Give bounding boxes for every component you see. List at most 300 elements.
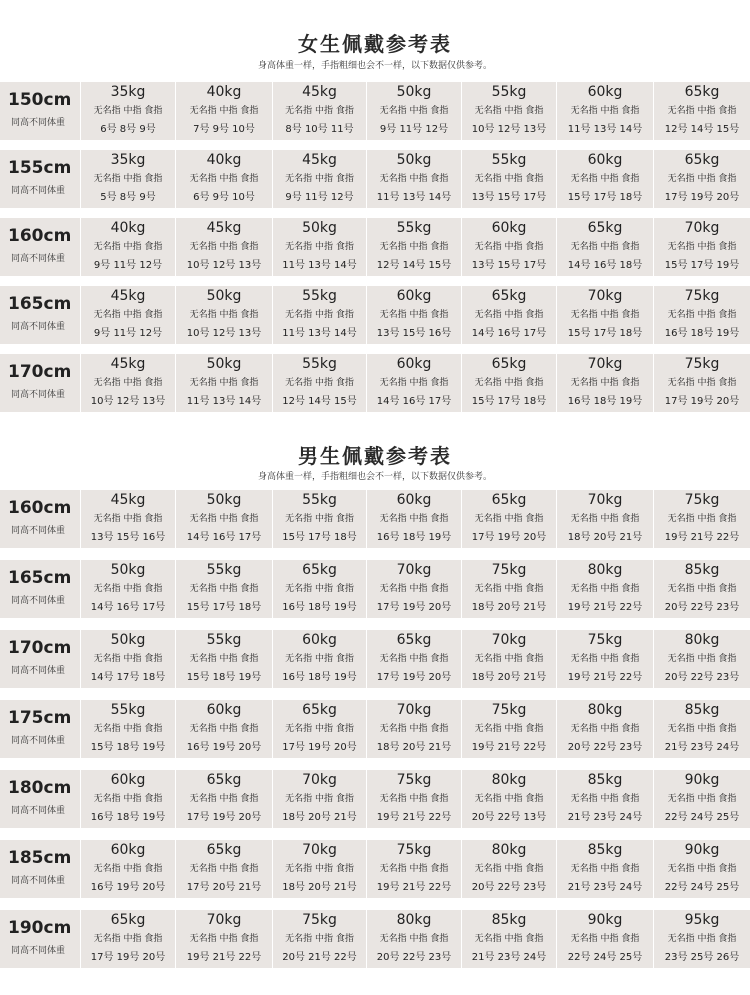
finger-labels: 无名指 中指 食指 bbox=[474, 378, 544, 388]
weight-label: 55kg bbox=[491, 84, 527, 100]
weight-label: 50kg bbox=[396, 84, 432, 100]
finger-labels: 无名指 中指 食指 bbox=[570, 864, 640, 874]
weight-label: 45kg bbox=[302, 152, 337, 168]
finger-labels: 无名指 中指 食指 bbox=[189, 378, 259, 388]
ring-sizes: 17号 20号 21号 bbox=[186, 882, 262, 893]
weight-label: 70kg bbox=[396, 562, 432, 578]
weight-label: 50kg bbox=[110, 632, 146, 648]
finger-labels: 无名指 中指 食指 bbox=[379, 864, 449, 874]
finger-labels: 无名指 中指 食指 bbox=[285, 378, 354, 388]
size-cell bbox=[556, 286, 653, 344]
finger-labels: 无名指 中指 食指 bbox=[189, 106, 259, 116]
size-row bbox=[0, 490, 750, 548]
weight-label: 50kg bbox=[206, 492, 242, 508]
size-cell bbox=[366, 840, 461, 898]
height-label: 175cm bbox=[8, 708, 72, 728]
ring-sizes: 18号 20号 21号 bbox=[376, 742, 452, 753]
finger-labels: 无名指 中指 食指 bbox=[667, 584, 737, 594]
size-cell bbox=[556, 82, 653, 140]
size-cell bbox=[175, 630, 272, 688]
weight-label: 55kg bbox=[206, 562, 242, 578]
size-cell bbox=[461, 286, 556, 344]
weight-label: 65kg bbox=[684, 84, 720, 100]
men-table-subtitle: 身高体重一样，手指粗细也会不一样，以下数据仅供参考。 bbox=[257, 472, 492, 482]
height-header bbox=[0, 840, 78, 898]
size-row bbox=[0, 218, 750, 276]
ring-sizes: 9号 11号 12号 bbox=[93, 260, 163, 271]
height-note: 同高不同体重 bbox=[11, 666, 66, 676]
ring-sizes: 9号 11号 12号 bbox=[285, 192, 354, 203]
size-cell bbox=[175, 700, 272, 758]
finger-labels: 无名指 中指 食指 bbox=[667, 934, 737, 944]
finger-labels: 无名指 中指 食指 bbox=[379, 514, 449, 524]
finger-labels: 无名指 中指 食指 bbox=[93, 584, 163, 594]
size-row bbox=[0, 910, 750, 968]
weight-label: 70kg bbox=[587, 492, 623, 508]
finger-labels: 无名指 中指 食指 bbox=[285, 310, 354, 320]
weight-label: 55kg bbox=[302, 492, 337, 508]
ring-sizes: 14号 16号 17号 bbox=[376, 396, 452, 407]
size-cell bbox=[653, 354, 750, 412]
height-header bbox=[0, 700, 78, 758]
ring-sizes: 13号 15号 16号 bbox=[90, 532, 166, 543]
finger-labels: 无名指 中指 食指 bbox=[570, 724, 640, 734]
size-cell bbox=[461, 700, 556, 758]
size-cell bbox=[80, 910, 175, 968]
finger-labels: 无名指 中指 食指 bbox=[474, 934, 544, 944]
finger-labels: 无名指 中指 食指 bbox=[474, 242, 544, 252]
size-cell bbox=[461, 150, 556, 208]
weight-label: 40kg bbox=[110, 220, 146, 236]
finger-labels: 无名指 中指 食指 bbox=[189, 174, 259, 184]
ring-sizes: 20号 22号 13号 bbox=[471, 812, 547, 823]
weight-label: 65kg bbox=[302, 702, 337, 718]
size-cell bbox=[653, 150, 750, 208]
ring-sizes: 17号 19号 20号 bbox=[664, 192, 740, 203]
weight-label: 70kg bbox=[587, 356, 623, 372]
finger-labels: 无名指 中指 食指 bbox=[667, 378, 737, 388]
finger-labels: 无名指 中指 食指 bbox=[570, 242, 640, 252]
size-cell bbox=[461, 490, 556, 548]
height-header bbox=[0, 218, 78, 276]
men-table-title: 男生佩戴参考表 bbox=[298, 444, 452, 468]
size-cell bbox=[556, 150, 653, 208]
finger-labels: 无名指 中指 食指 bbox=[93, 174, 163, 184]
height-note: 同高不同体重 bbox=[11, 806, 66, 816]
size-cell bbox=[556, 840, 653, 898]
ring-sizes: 16号 18号 19号 bbox=[664, 328, 740, 339]
ring-sizes: 15号 17号 18号 bbox=[282, 532, 357, 543]
size-row bbox=[0, 560, 750, 618]
size-cell bbox=[653, 560, 750, 618]
finger-labels: 无名指 中指 食指 bbox=[189, 654, 259, 664]
finger-labels: 无名指 中指 食指 bbox=[93, 378, 163, 388]
size-cell bbox=[556, 218, 653, 276]
weight-label: 75kg bbox=[491, 562, 527, 578]
size-cell bbox=[80, 286, 175, 344]
ring-sizes: 12号 14号 15号 bbox=[664, 124, 740, 135]
ring-sizes: 10号 12号 13号 bbox=[90, 396, 166, 407]
weight-label: 50kg bbox=[302, 220, 337, 236]
weight-label: 60kg bbox=[206, 702, 242, 718]
size-cell bbox=[366, 770, 461, 828]
weight-label: 65kg bbox=[302, 562, 337, 578]
height-note: 同高不同体重 bbox=[11, 322, 66, 332]
size-cell bbox=[461, 770, 556, 828]
weight-label: 75kg bbox=[396, 842, 432, 858]
finger-labels: 无名指 中指 食指 bbox=[379, 106, 449, 116]
height-note: 同高不同体重 bbox=[11, 186, 66, 196]
finger-labels: 无名指 中指 食指 bbox=[379, 584, 449, 594]
weight-label: 85kg bbox=[684, 702, 720, 718]
weight-label: 65kg bbox=[110, 912, 146, 928]
ring-sizes: 14号 16号 18号 bbox=[567, 260, 643, 271]
size-cell bbox=[556, 560, 653, 618]
finger-labels: 无名指 中指 食指 bbox=[570, 174, 640, 184]
weight-label: 40kg bbox=[206, 84, 242, 100]
ring-sizes: 20号 22号 23号 bbox=[567, 742, 643, 753]
size-cell bbox=[175, 150, 272, 208]
ring-sizes: 18号 20号 21号 bbox=[471, 602, 547, 613]
size-row bbox=[0, 770, 750, 828]
ring-sizes: 22号 24号 25号 bbox=[664, 882, 740, 893]
ring-sizes: 19号 21号 22号 bbox=[186, 952, 262, 963]
finger-labels: 无名指 中指 食指 bbox=[93, 724, 163, 734]
women-table-title: 女生佩戴参考表 bbox=[298, 32, 452, 56]
height-note: 同高不同体重 bbox=[11, 876, 66, 886]
height-note: 同高不同体重 bbox=[11, 946, 66, 956]
finger-labels: 无名指 中指 食指 bbox=[379, 310, 449, 320]
ring-sizes: 17号 19号 20号 bbox=[376, 602, 452, 613]
size-cell bbox=[80, 770, 175, 828]
weight-label: 65kg bbox=[587, 220, 623, 236]
finger-labels: 无名指 中指 食指 bbox=[285, 106, 354, 116]
weight-label: 75kg bbox=[684, 492, 720, 508]
weight-label: 70kg bbox=[491, 632, 527, 648]
size-cell bbox=[556, 700, 653, 758]
height-note: 同高不同体重 bbox=[11, 526, 66, 536]
weight-label: 45kg bbox=[110, 356, 146, 372]
ring-sizes: 6号 9号 10号 bbox=[193, 192, 255, 203]
weight-label: 75kg bbox=[396, 772, 432, 788]
weight-label: 45kg bbox=[206, 220, 242, 236]
weight-label: 55kg bbox=[396, 220, 432, 236]
weight-label: 75kg bbox=[684, 288, 720, 304]
ring-sizes: 10号 12号 13号 bbox=[471, 124, 547, 135]
size-row bbox=[0, 286, 750, 344]
finger-labels: 无名指 中指 食指 bbox=[667, 310, 737, 320]
finger-labels: 无名指 中指 食指 bbox=[379, 934, 449, 944]
finger-labels: 无名指 中指 食指 bbox=[285, 794, 354, 804]
finger-labels: 无名指 中指 食指 bbox=[570, 934, 640, 944]
weight-label: 60kg bbox=[396, 288, 432, 304]
ring-sizes: 17号 19号 20号 bbox=[471, 532, 547, 543]
size-cell bbox=[653, 218, 750, 276]
finger-labels: 无名指 中指 食指 bbox=[285, 174, 354, 184]
finger-labels: 无名指 中指 食指 bbox=[189, 514, 259, 524]
weight-label: 50kg bbox=[110, 562, 146, 578]
finger-labels: 无名指 中指 食指 bbox=[285, 514, 354, 524]
height-header bbox=[0, 630, 78, 688]
finger-labels: 无名指 中指 食指 bbox=[474, 654, 544, 664]
height-note: 同高不同体重 bbox=[11, 254, 66, 264]
height-header bbox=[0, 150, 78, 208]
ring-sizes: 10号 12号 13号 bbox=[186, 328, 262, 339]
weight-label: 75kg bbox=[587, 632, 623, 648]
ring-sizes: 14号 16号 17号 bbox=[90, 602, 166, 613]
size-cell bbox=[80, 218, 175, 276]
height-note: 同高不同体重 bbox=[11, 118, 66, 128]
size-cell bbox=[653, 770, 750, 828]
weight-label: 95kg bbox=[684, 912, 720, 928]
ring-sizes: 17号 19号 20号 bbox=[282, 742, 357, 753]
ring-sizes: 19号 21号 22号 bbox=[376, 882, 452, 893]
size-cell bbox=[653, 910, 750, 968]
ring-sizes: 15号 18号 19号 bbox=[90, 742, 166, 753]
height-label: 165cm bbox=[8, 568, 72, 588]
ring-sizes: 19号 21号 22号 bbox=[664, 532, 740, 543]
finger-labels: 无名指 中指 食指 bbox=[379, 794, 449, 804]
ring-sizes: 21号 23号 24号 bbox=[471, 952, 547, 963]
finger-labels: 无名指 中指 食指 bbox=[189, 242, 259, 252]
size-cell bbox=[461, 630, 556, 688]
finger-labels: 无名指 中指 食指 bbox=[93, 654, 163, 664]
height-label: 185cm bbox=[8, 848, 72, 868]
ring-sizes: 12号 14号 15号 bbox=[376, 260, 452, 271]
size-cell bbox=[653, 630, 750, 688]
weight-label: 75kg bbox=[302, 912, 337, 928]
ring-sizes: 16号 18号 19号 bbox=[567, 396, 643, 407]
ring-sizes: 20号 22号 23号 bbox=[376, 952, 452, 963]
weight-label: 55kg bbox=[206, 632, 242, 648]
weight-label: 90kg bbox=[587, 912, 623, 928]
ring-sizes: 15号 17号 18号 bbox=[471, 396, 547, 407]
size-cell bbox=[556, 770, 653, 828]
height-header bbox=[0, 354, 78, 412]
height-header bbox=[0, 770, 78, 828]
height-label: 180cm bbox=[8, 778, 72, 798]
size-cell bbox=[556, 490, 653, 548]
ring-sizes: 21号 23号 24号 bbox=[664, 742, 740, 753]
height-label: 170cm bbox=[8, 362, 72, 382]
height-header bbox=[0, 560, 78, 618]
ring-sizes: 18号 20号 21号 bbox=[282, 812, 357, 823]
ring-sizes: 15号 17号 19号 bbox=[664, 260, 740, 271]
weight-label: 55kg bbox=[302, 356, 337, 372]
ring-sizes: 19号 21号 22号 bbox=[471, 742, 547, 753]
size-cell bbox=[272, 840, 366, 898]
weight-label: 80kg bbox=[491, 772, 527, 788]
finger-labels: 无名指 中指 食指 bbox=[379, 378, 449, 388]
size-cell bbox=[80, 630, 175, 688]
ring-sizes: 5号 8号 9号 bbox=[100, 192, 156, 203]
weight-label: 65kg bbox=[491, 492, 527, 508]
finger-labels: 无名指 中指 食指 bbox=[667, 106, 737, 116]
ring-sizes: 23号 25号 26号 bbox=[664, 952, 740, 963]
ring-sizes: 20号 22号 23号 bbox=[471, 882, 547, 893]
finger-labels: 无名指 中指 食指 bbox=[189, 794, 259, 804]
size-cell bbox=[366, 700, 461, 758]
finger-labels: 无名指 中指 食指 bbox=[667, 242, 737, 252]
height-label: 155cm bbox=[8, 158, 72, 178]
ring-sizes: 15号 17号 18号 bbox=[567, 328, 643, 339]
size-row bbox=[0, 700, 750, 758]
size-cell bbox=[272, 286, 366, 344]
finger-labels: 无名指 中指 食指 bbox=[667, 514, 737, 524]
size-cell bbox=[272, 490, 366, 548]
finger-labels: 无名指 中指 食指 bbox=[93, 310, 163, 320]
ring-sizes: 6号 8号 9号 bbox=[100, 124, 156, 135]
ring-sizes: 9号 11号 12号 bbox=[379, 124, 449, 135]
height-header bbox=[0, 82, 78, 140]
height-label: 170cm bbox=[8, 638, 72, 658]
ring-sizes: 11号 13号 14号 bbox=[282, 260, 357, 271]
ring-sizes: 13号 15号 17号 bbox=[471, 192, 547, 203]
weight-label: 50kg bbox=[396, 152, 432, 168]
finger-labels: 无名指 中指 食指 bbox=[285, 934, 354, 944]
weight-label: 65kg bbox=[684, 152, 720, 168]
height-header bbox=[0, 490, 78, 548]
weight-label: 65kg bbox=[206, 772, 242, 788]
ring-sizes: 16号 19号 20号 bbox=[90, 882, 166, 893]
weight-label: 80kg bbox=[396, 912, 432, 928]
size-cell bbox=[272, 700, 366, 758]
finger-labels: 无名指 中指 食指 bbox=[667, 174, 737, 184]
finger-labels: 无名指 中指 食指 bbox=[474, 724, 544, 734]
finger-labels: 无名指 中指 食指 bbox=[474, 174, 544, 184]
ring-sizes: 16号 18号 19号 bbox=[282, 602, 357, 613]
size-cell bbox=[272, 630, 366, 688]
size-cell bbox=[653, 840, 750, 898]
size-cell bbox=[556, 630, 653, 688]
height-label: 160cm bbox=[8, 498, 72, 518]
size-cell bbox=[175, 910, 272, 968]
ring-sizes: 22号 24号 25号 bbox=[567, 952, 643, 963]
height-label: 160cm bbox=[8, 226, 72, 246]
weight-label: 35kg bbox=[110, 152, 146, 168]
size-cell bbox=[175, 286, 272, 344]
weight-label: 65kg bbox=[491, 288, 527, 304]
size-cell bbox=[461, 218, 556, 276]
ring-sizes: 15号 17号 18号 bbox=[186, 602, 262, 613]
ring-sizes: 15号 18号 19号 bbox=[186, 672, 262, 683]
weight-label: 45kg bbox=[302, 84, 337, 100]
size-row bbox=[0, 630, 750, 688]
finger-labels: 无名指 中指 食指 bbox=[189, 864, 259, 874]
finger-labels: 无名指 中指 食指 bbox=[667, 724, 737, 734]
finger-labels: 无名指 中指 食指 bbox=[379, 242, 449, 252]
ring-sizes: 15号 17号 18号 bbox=[567, 192, 643, 203]
size-cell bbox=[175, 354, 272, 412]
size-cell bbox=[80, 82, 175, 140]
size-cell bbox=[175, 770, 272, 828]
weight-label: 55kg bbox=[110, 702, 146, 718]
finger-labels: 无名指 中指 食指 bbox=[570, 794, 640, 804]
finger-labels: 无名指 中指 食指 bbox=[189, 584, 259, 594]
weight-label: 85kg bbox=[587, 842, 623, 858]
ring-sizes: 16号 18号 19号 bbox=[376, 532, 452, 543]
weight-label: 65kg bbox=[491, 356, 527, 372]
finger-labels: 无名指 中指 食指 bbox=[667, 794, 737, 804]
size-cell bbox=[80, 490, 175, 548]
finger-labels: 无名指 中指 食指 bbox=[474, 106, 544, 116]
weight-label: 70kg bbox=[587, 288, 623, 304]
size-row bbox=[0, 354, 750, 412]
weight-label: 50kg bbox=[206, 288, 242, 304]
height-note: 同高不同体重 bbox=[11, 390, 66, 400]
finger-labels: 无名指 中指 食指 bbox=[285, 864, 354, 874]
weight-label: 45kg bbox=[110, 288, 146, 304]
ring-sizes: 10号 12号 13号 bbox=[186, 260, 262, 271]
finger-labels: 无名指 中指 食指 bbox=[93, 864, 163, 874]
size-cell bbox=[272, 910, 366, 968]
weight-label: 60kg bbox=[110, 842, 146, 858]
weight-label: 55kg bbox=[302, 288, 337, 304]
ring-sizes: 13号 15号 17号 bbox=[471, 260, 547, 271]
finger-labels: 无名指 中指 食指 bbox=[93, 514, 163, 524]
finger-labels: 无名指 中指 食指 bbox=[474, 794, 544, 804]
finger-labels: 无名指 中指 食指 bbox=[667, 654, 737, 664]
size-cell bbox=[80, 560, 175, 618]
weight-label: 65kg bbox=[396, 632, 432, 648]
ring-sizes: 9号 11号 12号 bbox=[93, 328, 163, 339]
weight-label: 60kg bbox=[110, 772, 146, 788]
ring-sizes: 14号 16号 17号 bbox=[186, 532, 262, 543]
ring-sizes: 17号 19号 20号 bbox=[376, 672, 452, 683]
height-header bbox=[0, 286, 78, 344]
size-cell bbox=[366, 910, 461, 968]
size-cell bbox=[461, 354, 556, 412]
size-cell bbox=[461, 560, 556, 618]
finger-labels: 无名指 中指 食指 bbox=[285, 242, 354, 252]
weight-label: 55kg bbox=[491, 152, 527, 168]
size-cell bbox=[272, 770, 366, 828]
ring-sizes: 11号 13号 14号 bbox=[186, 396, 262, 407]
weight-label: 90kg bbox=[684, 772, 720, 788]
ring-sizes: 16号 18号 19号 bbox=[90, 812, 166, 823]
ring-sizes: 20号 22号 23号 bbox=[664, 602, 740, 613]
height-label: 165cm bbox=[8, 294, 72, 314]
weight-label: 45kg bbox=[110, 492, 146, 508]
ring-sizes: 18号 20号 21号 bbox=[471, 672, 547, 683]
ring-sizes: 19号 21号 22号 bbox=[376, 812, 452, 823]
height-header bbox=[0, 910, 78, 968]
weight-label: 60kg bbox=[587, 84, 623, 100]
ring-sizes: 16号 19号 20号 bbox=[186, 742, 262, 753]
size-row bbox=[0, 840, 750, 898]
size-cell bbox=[175, 82, 272, 140]
weight-label: 70kg bbox=[684, 220, 720, 236]
weight-label: 60kg bbox=[587, 152, 623, 168]
weight-label: 85kg bbox=[491, 912, 527, 928]
height-note: 同高不同体重 bbox=[11, 736, 66, 746]
size-row bbox=[0, 82, 750, 140]
size-cell bbox=[653, 490, 750, 548]
size-cell bbox=[80, 840, 175, 898]
size-cell bbox=[366, 286, 461, 344]
finger-labels: 无名指 中指 食指 bbox=[379, 724, 449, 734]
size-cell bbox=[366, 354, 461, 412]
ring-sizes: 18号 20号 21号 bbox=[282, 882, 357, 893]
size-row bbox=[0, 150, 750, 208]
size-cell bbox=[366, 630, 461, 688]
weight-label: 65kg bbox=[206, 842, 242, 858]
weight-label: 70kg bbox=[302, 842, 337, 858]
finger-labels: 无名指 中指 食指 bbox=[570, 654, 640, 664]
size-cell bbox=[272, 218, 366, 276]
finger-labels: 无名指 中指 食指 bbox=[189, 310, 259, 320]
ring-sizes: 22号 24号 25号 bbox=[664, 812, 740, 823]
